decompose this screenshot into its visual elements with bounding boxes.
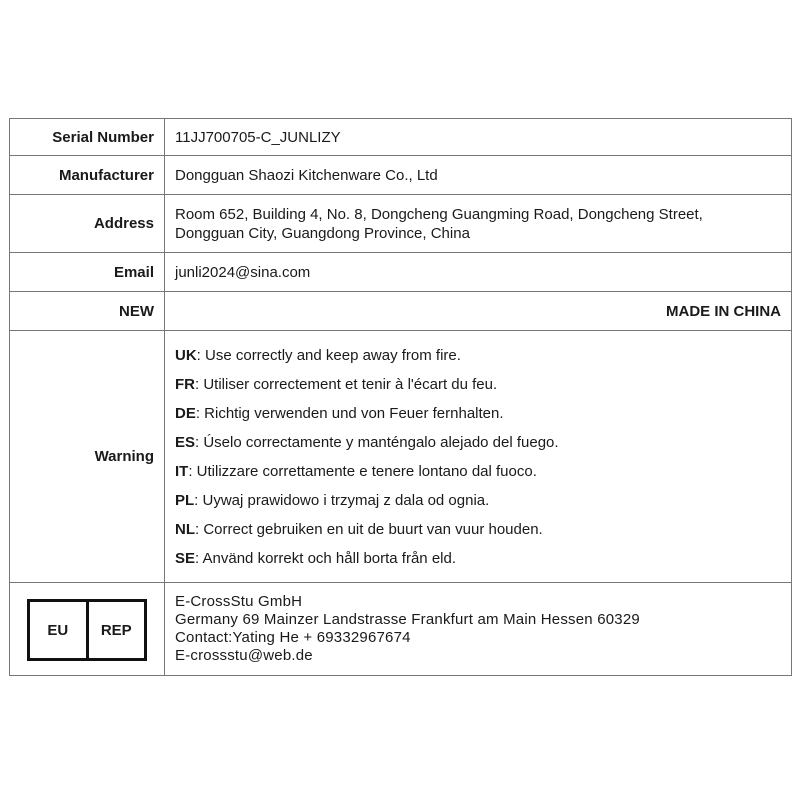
condition-label: NEW <box>10 292 165 331</box>
address-line-1: Room 652, Building 4, No. 8, Dongcheng Guangming Road, Dongcheng Street, <box>175 205 703 223</box>
warning-row <box>10 331 792 583</box>
warning-line-es <box>175 428 781 457</box>
manufacturer-label: Manufacturer <box>10 156 165 195</box>
eu-rep-address: Germany 69 Mainzer Landstrasse Frankfurt am Main Hessen 60329 <box>175 611 640 628</box>
warning-code: FR <box>175 375 195 393</box>
warning-text: : Úselo correctamente y manténgalo alejado del fuego. <box>195 433 559 451</box>
warning-list <box>165 331 792 583</box>
warning-line-se <box>175 544 781 573</box>
warning-code: NL <box>175 520 195 538</box>
warning-code: PL <box>175 491 195 509</box>
manufacturer-row <box>10 156 792 195</box>
warning-line-de <box>175 399 781 428</box>
warning-line-pl <box>175 486 781 515</box>
warning-code: DE <box>175 404 196 422</box>
product-label-table <box>9 118 792 676</box>
serial-number-value: 11JJ700705-C_JUNLIZY <box>165 119 792 156</box>
eu-rep-row <box>10 583 792 676</box>
warning-line-it <box>175 457 781 486</box>
warning-line-nl <box>175 515 781 544</box>
serial-number-label: Serial Number <box>10 119 165 156</box>
eu-rep-contact: Contact:Yating He + 69332967674 <box>175 629 411 646</box>
warning-line-fr <box>175 370 781 399</box>
made-in-china-text: MADE IN CHINA <box>666 302 781 320</box>
origin-cell <box>165 292 792 331</box>
address-label: Address <box>10 195 165 253</box>
warning-line-uk <box>175 341 781 370</box>
eu-rep-company: E-CrossStu GmbH <box>175 593 303 610</box>
serial-number-row <box>10 119 792 156</box>
warning-label: Warning <box>10 331 165 583</box>
warning-code: UK <box>175 346 197 364</box>
warning-text: : Utiliser correctement et tenir à l'écart du feu. <box>195 375 498 393</box>
condition-row <box>10 292 792 331</box>
address-line-2: Dongguan City, Guangdong Province, China <box>175 224 470 242</box>
manufacturer-value: Dongguan Shaozi Kitchenware Co., Ltd <box>165 156 792 195</box>
warning-code: ES <box>175 433 196 451</box>
email-row <box>10 253 792 292</box>
warning-text: : Utilizzare correttamente e tenere lontano dal fuoco. <box>188 462 537 480</box>
warning-code: SE <box>175 549 196 567</box>
email-value: junli2024@sina.com <box>165 253 792 292</box>
eu-rep-info <box>165 583 792 676</box>
address-value <box>165 195 792 253</box>
eu-rep-box-eu: EU <box>30 602 89 658</box>
warning-text: : Uywaj prawidowo i trzymaj z dala od ognia. <box>194 491 490 509</box>
eu-rep-box-rep: REP <box>100 621 132 639</box>
eu-rep-symbol-cell <box>10 583 165 676</box>
warning-text: : Använd korrekt och håll borta från eld. <box>195 549 456 567</box>
warning-text: : Use correctly and keep away from fire. <box>196 346 461 364</box>
warning-text: : Richtig verwenden und von Feuer fernhalten. <box>195 404 504 422</box>
warning-text: : Correct gebruiken en uit de buurt van vuur houden. <box>195 520 543 538</box>
eu-rep-symbol <box>27 599 147 661</box>
email-label: Email <box>10 253 165 292</box>
eu-rep-email: E-crossstu@web.de <box>175 647 313 664</box>
warning-code: IT <box>175 462 189 480</box>
address-row <box>10 195 792 253</box>
